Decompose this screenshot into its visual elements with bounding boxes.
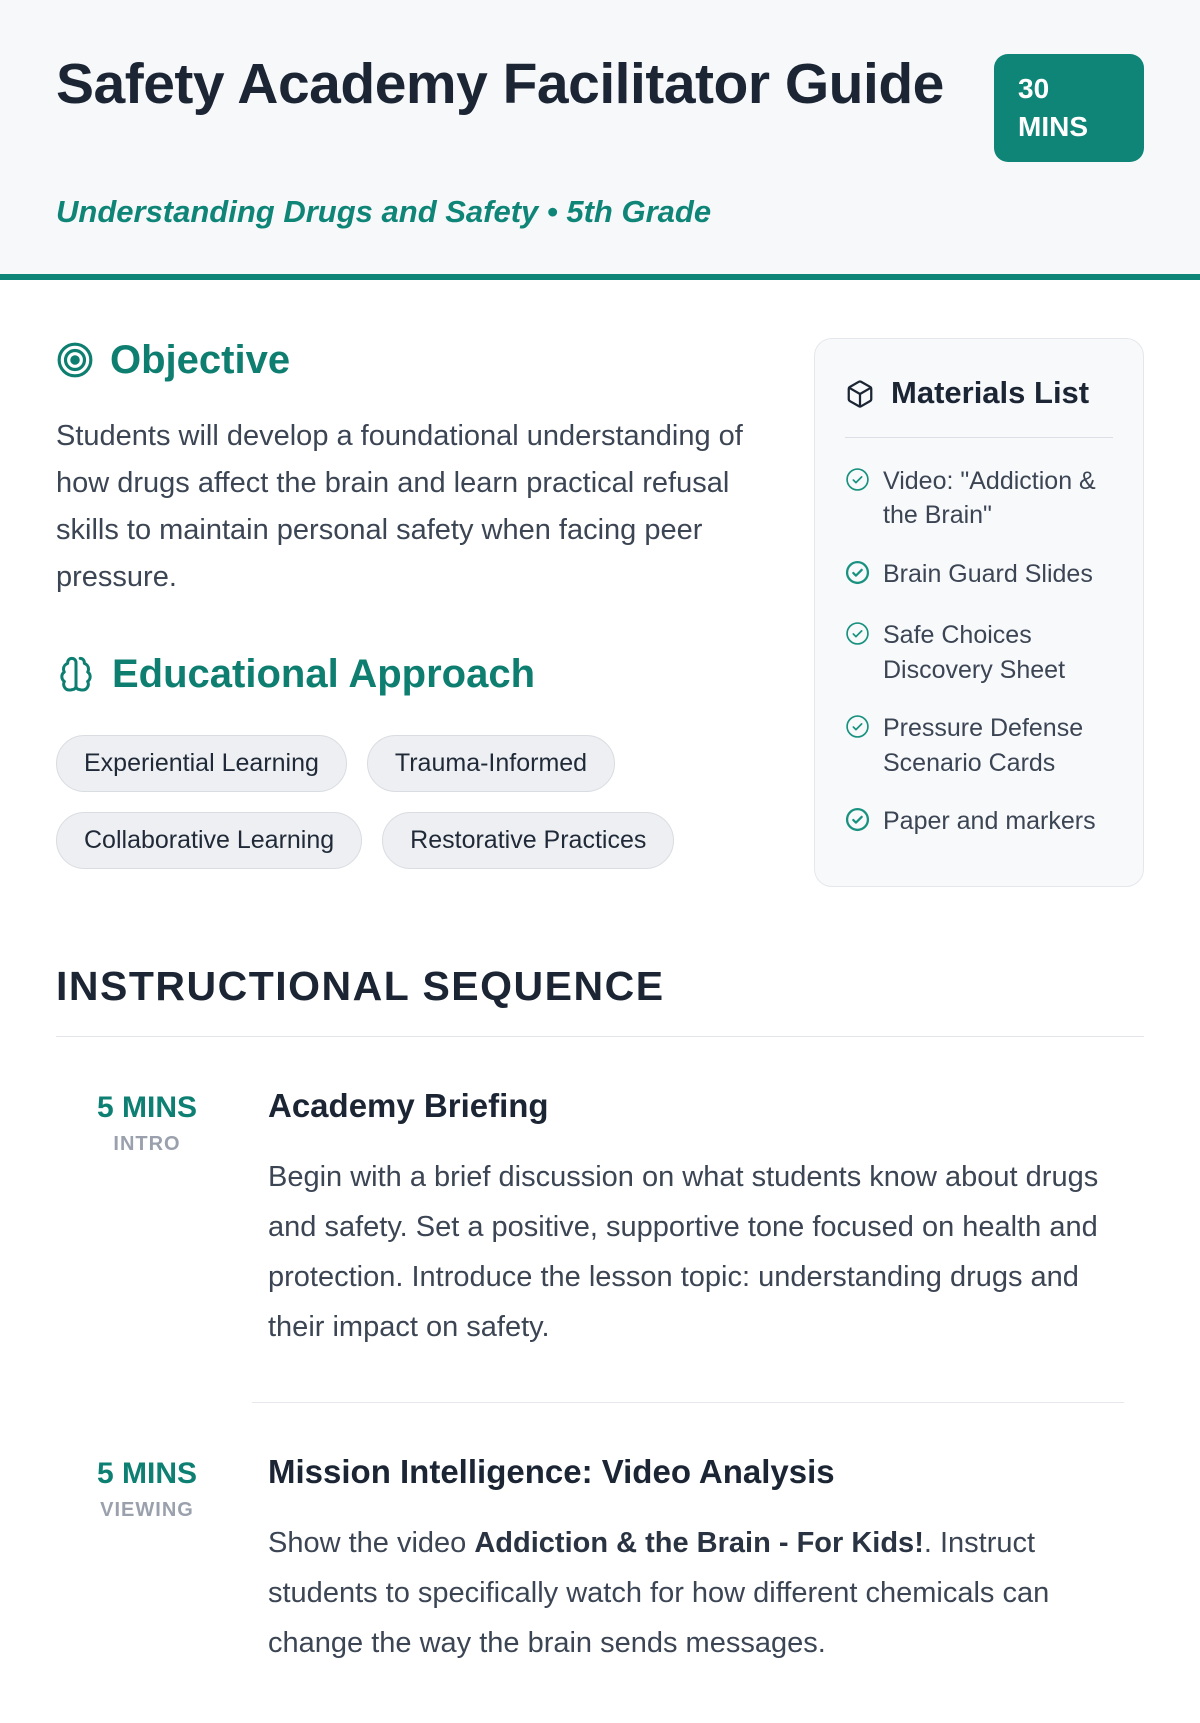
instructional-sequence	[56, 963, 1144, 1723]
materials-item-label: Pressure Defense Scenario Cards	[883, 714, 1084, 777]
step-timing	[56, 1453, 238, 1669]
step-text-part: Show the video	[268, 1527, 475, 1560]
materials-item	[845, 711, 1113, 780]
page-header	[0, 0, 1200, 280]
materials-item-label: Brain Guard Slides	[883, 559, 1093, 588]
objective-text: Students will develop a foundational understanding of how drugs affect the brain and learn practical refusal skills to maintain personal safety when facing peer pressure.	[56, 419, 743, 593]
approach-tag: Experiential Learning	[56, 735, 347, 792]
step-text-bold: Addiction & the Brain - For Kids!	[474, 1527, 924, 1560]
step-duration: 5 MINS	[96, 1090, 198, 1124]
step-duration: 5 MINS	[96, 1457, 198, 1491]
sequence-step	[56, 1037, 1144, 1397]
content-grid	[56, 338, 1144, 887]
step-text	[268, 1519, 1128, 1669]
step-timing	[56, 1087, 238, 1353]
materials-card	[814, 338, 1144, 887]
materials-heading-label: Materials List	[891, 374, 1090, 410]
sequence-heading: INSTRUCTIONAL SEQUENCE	[56, 962, 665, 1009]
approach-heading-label: Educational Approach	[112, 652, 536, 697]
brain-icon	[56, 655, 96, 695]
materials-item	[845, 804, 1113, 842]
step-body	[268, 1453, 1144, 1669]
materials-item	[845, 464, 1113, 533]
step-title: Mission Intelligence: Video Analysis	[268, 1453, 835, 1491]
target-icon	[56, 341, 94, 379]
header-row	[56, 50, 1144, 162]
approach-tag: Restorative Practices	[382, 812, 674, 869]
materials-item-label: Safe Choices Discovery Sheet	[883, 621, 1066, 684]
approach-heading	[56, 652, 758, 697]
materials-item	[845, 618, 1113, 687]
check-circle-icon	[845, 560, 870, 595]
package-icon	[845, 379, 875, 419]
step-text-part: . Instruct students to specifically watch for how different chemicals can change the way the brain sends messages.	[268, 1527, 1050, 1660]
left-column	[56, 338, 758, 870]
materials-item-label: Paper and markers	[883, 807, 1096, 836]
main-content	[0, 280, 1200, 1723]
materials-divider	[845, 437, 1113, 438]
step-body	[268, 1087, 1144, 1353]
objective-heading	[56, 338, 758, 383]
page-title: Safety Academy Facilitator Guide	[56, 52, 944, 116]
check-circle-icon	[845, 621, 870, 656]
approach-tags	[56, 735, 716, 869]
check-circle-icon	[845, 467, 870, 502]
step-title: Academy Briefing	[268, 1086, 549, 1124]
materials-item-label: Video: "Addiction & the Brain"	[883, 466, 1096, 530]
materials-item	[845, 557, 1113, 595]
materials-list	[845, 464, 1113, 842]
duration-badge: 30 MINS	[994, 54, 1144, 162]
step-phase: VIEWING	[100, 1499, 194, 1522]
step-phase: INTRO	[113, 1132, 181, 1155]
step-text: Begin with a brief discussion on what students know about drugs and safety. Set a positive, supportive tone focused on health and protection. Introduce the lesson topic: understanding drugs and their impact on safety.	[268, 1160, 1099, 1343]
approach-tag: Collaborative Learning	[56, 812, 362, 869]
approach-tag: Trauma-Informed	[367, 735, 615, 792]
page-subtitle: Understanding Drugs and Safety • 5th Grade	[56, 193, 712, 229]
sequence-step	[56, 1403, 1144, 1713]
check-circle-icon	[845, 714, 870, 749]
check-circle-icon	[845, 807, 870, 842]
objective-heading-label: Objective	[110, 337, 291, 382]
materials-heading	[845, 373, 1113, 419]
